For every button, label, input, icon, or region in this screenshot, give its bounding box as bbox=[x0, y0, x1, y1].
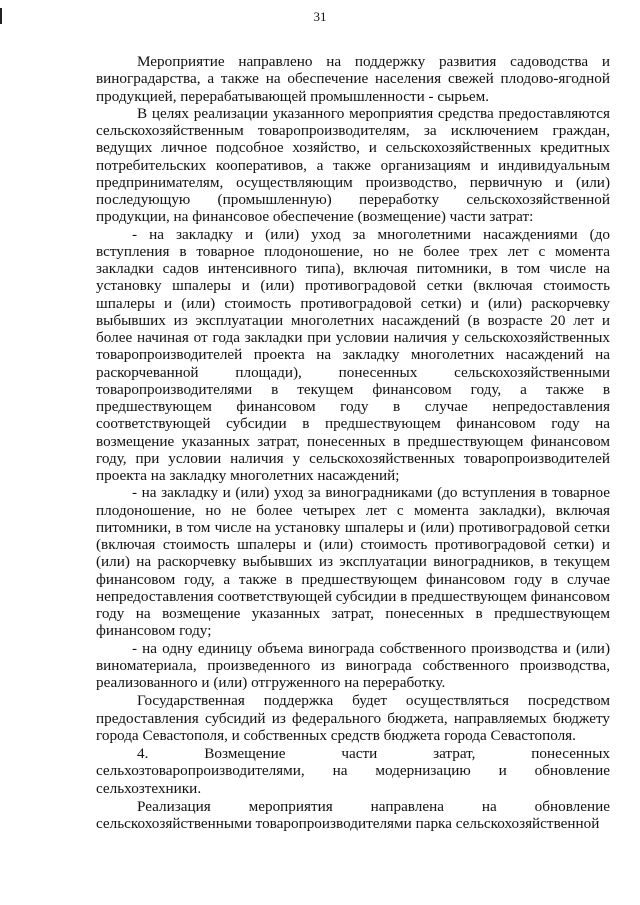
page-number: 31 bbox=[313, 9, 327, 24]
list-item-grape-volume: - на одну единицу объема винограда собственного производства и (или) виноматериала, произведенного из винограда собственного производства, реализованного и (или) отгруженного на переработку. bbox=[96, 639, 610, 691]
document-body bbox=[96, 53, 610, 832]
paragraph-state-support: Государственная поддержка будет осуществляться посредством предоставления субсидий из федерального бюджета, направляемых бюджету города Севастополя, и собственных средств бюджета города Севастополя. bbox=[96, 692, 610, 744]
paragraph-recipients: В целях реализации указанного мероприятия средства предоставляются сельскохозяйственным товаропроизводителям, за исключением граждан, ведущих личное подсобное хозяйство, и сельскохозяйственных кредитных потребительских кооперативов, а также организациям и индивидуальным предпринимателям, осуществляющим производство, первичную и (или) последующую (промышленную) переработку сельскохозяйственной продукции, на финансовое обеспечение (возмещение) части затрат: bbox=[96, 104, 610, 226]
section-heading-machinery: 4. Возмещение части затрат, понесенных сельхозтоваропроизводителями, на модернизацию и обновление сельхозтехники. bbox=[96, 745, 610, 797]
list-item-vineyards: - на закладку и (или) уход за виноградниками (до вступления в товарное плодоношение, но не более четырех лет с момента закладки), включая питомники, в том числе на установку шпалеры и (или) противоградовой сетки (включая стоимость шпалеры и (или) стоимость противоградовой сетки) и (или) на раскорчевку выбывших из эксплуатации виноградников, в текущем финансовом году, а также в предшествующем финансовом году в случае непредоставления соответствующей субсидии в предшествующем финансовом году на возмещение указанных затрат, понесенных в предшествующем финансовом году; bbox=[96, 484, 610, 640]
paragraph-purpose: Мероприятие направлено на поддержку развития садоводства и виноградарства, а также на обеспечение населения свежей плодово-ягодной продукцией, перерабатывающей промышленности - сырьем. bbox=[96, 53, 610, 105]
paragraph-implementation: Реализация мероприятия направлена на обновление сельскохозяйственными товаропроизводителями парка сельскохозяйственной bbox=[96, 797, 610, 832]
list-item-orchards: - на закладку и (или) уход за многолетними насаждениями (до вступления в товарное плодоношение, но не более трех лет с момента закладки садов интенсивного типа), включая питомники, в том числе на установку шпалеры и (или) противоградовой сетки (включая стоимость шпалеры и (или) стоимость противоградовой сетки) и (или) раскорчевку выбывших из эксплуатации многолетних насаждений (в возрасте 20 лет и более начиная от года закладки при условии наличия у сельскохозяйственных товаропроизводителей проекта на закладку многолетних насаждений на раскорчеванной площади), понесенных сельскохозяйственными товаропроизводителями в текущем финансовом году, а также в предшествующем финансовом году в случае непредоставления соответствующей субсидии в предшествующем финансовом году на возмещение указанных затрат, понесенных в предшествующем финансовом году, при условии наличия у сельскохозяйственных товаропроизводителей проекта на закладку многолетних насаждений; bbox=[96, 225, 610, 484]
